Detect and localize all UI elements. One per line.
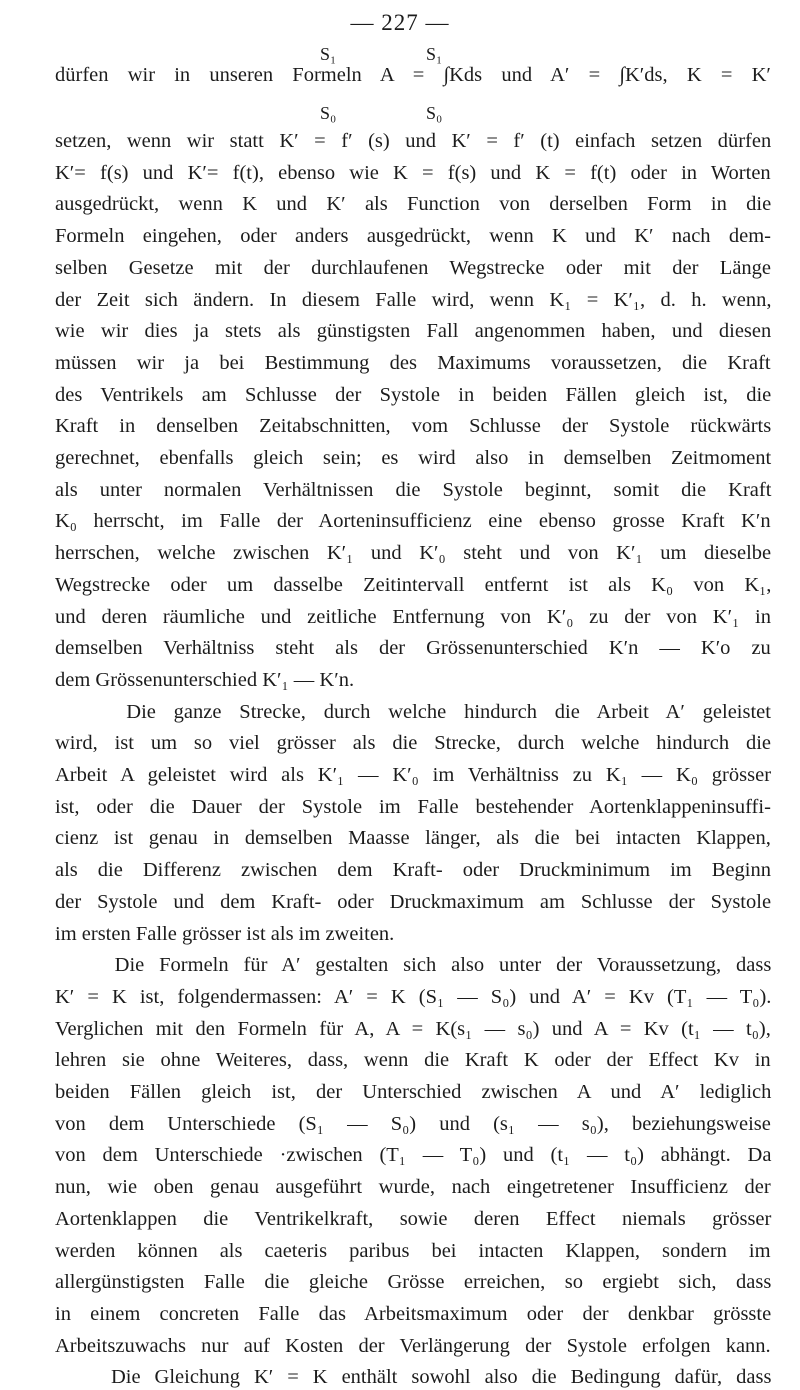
integral-upper-limit-1: S₁ [320, 44, 337, 64]
integral-lower-limit-1: S₀ [320, 103, 337, 123]
text-line: der Zeit sich ändern. In diesem Falle wird, wenn K₁ = K′₁, d. h. wenn, [55, 288, 772, 311]
text-line: demselben Verhältniss steht als der Grössenunterschied K′n — K′o zu [55, 637, 771, 660]
text-line: dürfen wir in unseren Formeln A = ∫Kds und A′ = ∫K′ds, K = K′ [55, 64, 771, 86]
page-number: — 227 — [350, 10, 450, 35]
integral-upper-limit-2: S₁ [426, 44, 443, 64]
text-line: dem Grössenunterschied K′₁ — K′n. [55, 668, 355, 691]
text-line: als unter normalen Verhältnissen die Systole beginnt, somit die Kraft [55, 478, 772, 501]
text-line: K′ = K ist, folgendermassen: A′ = K (S₁ — S₀) und A′ = Kv (T₁ — T₀). [55, 985, 772, 1008]
text-line: beiden Fällen gleich ist, der Unterschied zwischen A und A′ lediglich [55, 1081, 772, 1103]
text-line: gerechnet, ebenfalls gleich sein; es wird also in demselben Zeitmoment [55, 447, 772, 469]
text-line: selben Gesetze mit der durchlaufenen Wegstrecke oder mit der Länge [55, 256, 772, 279]
text-line: im ersten Falle grösser ist als im zweiten. [55, 922, 395, 945]
text-line: wie wir dies ja stets als günstigsten Fall angenommen haben, und diesen [55, 320, 772, 343]
text-line: ist, oder die Dauer der Systole im Falle bestehender Aortenklappeninsuffi- [55, 795, 771, 818]
text-line: müssen wir ja bei Bestimmung des Maximums voraussetzen, die Kraft [55, 351, 771, 374]
text-line: in einem concreten Falle das Arbeitsmaximum oder der denkbar grösste [55, 1302, 772, 1325]
text-line: Verglichen mit den Formeln für A, A = K(s₁ — s₀) und A = Kv (t₁ — t₀), [55, 1017, 771, 1040]
text-line: von dem Unterschiede (S₁ — S₀) und (s₁ — s₀), beziehungsweise [55, 1112, 771, 1135]
text-line: cienz ist genau in demselben Maasse länger, als die bei intacten Klappen, [55, 827, 771, 850]
text-line: Die ganze Strecke, durch welche hindurch die Arbeit A′ geleistet [55, 700, 771, 723]
text-line: Die Gleichung K′ = K enthält sowohl also die Bedingung dafür, dass [55, 1366, 772, 1389]
text-line: Formeln eingehen, oder anders ausgedrückt, wenn K und K′ nach dem- [55, 225, 771, 248]
text-line: der Systole und dem Kraft- oder Druckmaximum am Schlusse der Systole [55, 890, 772, 913]
text-line: nun, wie oben genau ausgeführt wurde, nach eingetretener Insufficienz der [55, 1176, 771, 1199]
integral-lower-limit-2: S₀ [426, 103, 443, 123]
text-line: lehren sie ohne Weiteres, dass, wenn die Kraft K oder der Effect Kv in [55, 1049, 771, 1072]
text-line: wird, ist um so viel grösser als die Strecke, durch welche hindurch die [55, 732, 771, 755]
text-line: herrschen, welche zwischen K′₁ und K′₀ steht und von K′₁ um dieselbe [55, 542, 772, 565]
text-line: Die Formeln für A′ gestalten sich also unter der Voraussetzung, dass [55, 954, 772, 977]
text-line: Arbeitszuwachs nur auf Kosten der Verlängerung der Systole erfolgen kann. [55, 1334, 771, 1357]
text-line: werden können als caeteris paribus bei intacten Klappen, sondern im [55, 1239, 771, 1262]
text-line: als die Differenz zwischen dem Kraft- oder Druckminimum im Beginn [55, 859, 771, 882]
text-line: K₀ herrscht, im Falle der Aorteninsufficienz eine ebenso grosse Kraft K′n [55, 510, 771, 533]
text-line: Kraft in denselben Zeitabschnitten, vom Schlusse der Systole rückwärts [55, 415, 772, 438]
text-line: von dem Unterschiede ·zwischen (T₁ — T₀) und (t₁ — t₀) abhängt. Da [55, 1144, 772, 1167]
text-line: des Ventrikels am Schlusse der Systole in beiden Fällen gleich ist, die [55, 383, 772, 406]
text-line: K′= f(s) und K′= f(t), ebenso wie K = f(s) und K = f(t) oder in Worten [55, 161, 771, 184]
text-line: und deren räumliche und zeitliche Entfernung von K′₀ zu der von K′₁ in [55, 605, 771, 628]
text-line: ausgedrückt, wenn K und K′ als Function von derselben Form in die [55, 193, 772, 216]
text-line: Arbeit A geleistet wird als K′₁ — K′₀ im Verhältniss zu K₁ — K₀ grösser [55, 764, 772, 786]
text-line: setzen, wenn wir statt K′ = f′ (s) und K′ = f′ (t) einfach setzen dürfen [55, 130, 772, 152]
text-line: Aortenklappen die Ventrikelkraft, sowie deren Effect niemals grösser [55, 1207, 772, 1230]
text-line: Wegstrecke oder um dasselbe Zeitintervall entfernt ist als K₀ von K₁, [55, 573, 772, 596]
text-line: allergünstigsten Falle die gleiche Grösse erreichen, so ergiebt sich, dass [55, 1271, 772, 1294]
